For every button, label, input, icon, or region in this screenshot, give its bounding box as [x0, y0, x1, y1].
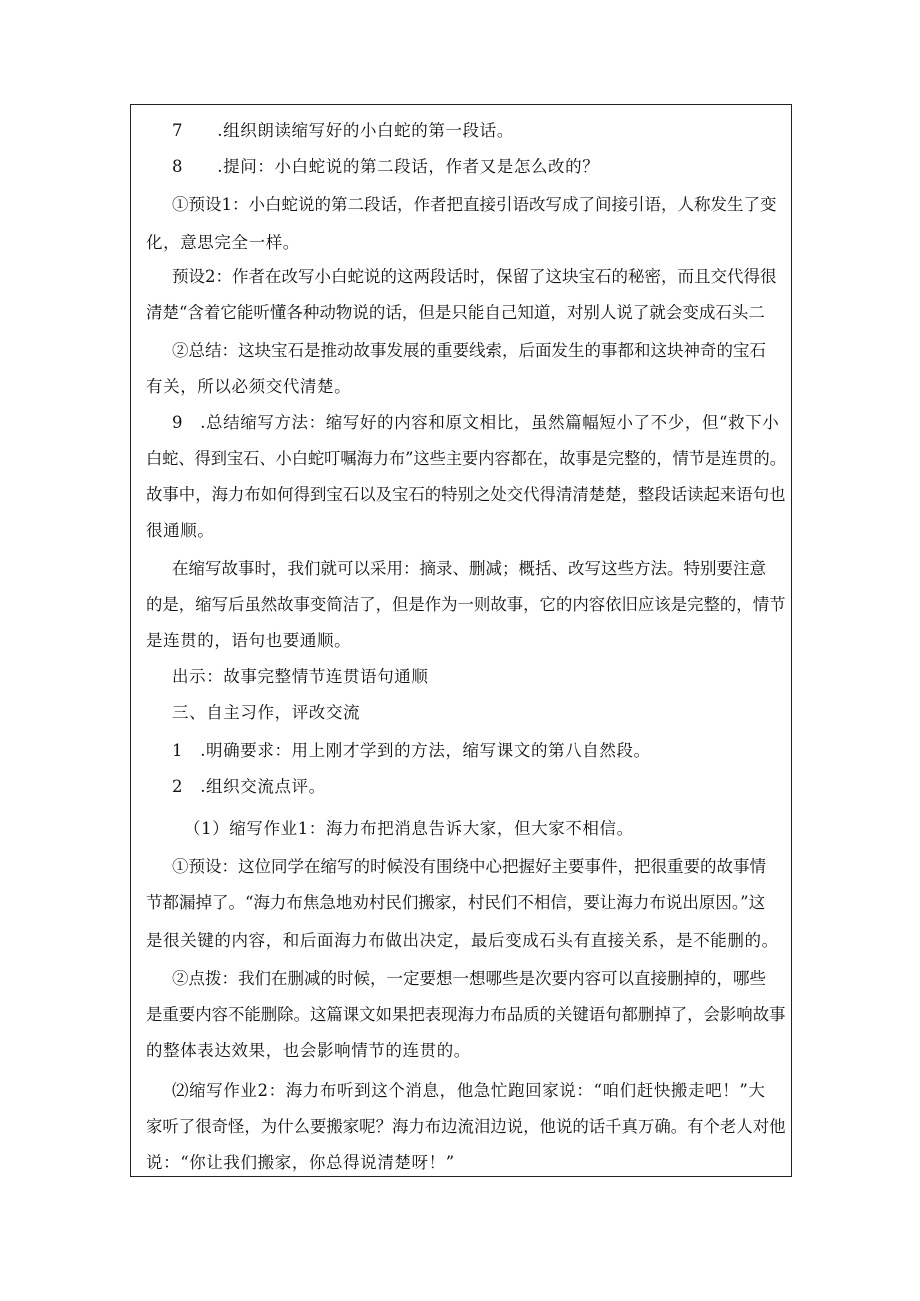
text-line: 故事中，海力布如何得到宝石以及宝石的特别之处交代得清清楚楚，整段话读起来语句也	[146, 485, 786, 504]
text-line: 1 .明确要求：用上刚才学到的方法，缩写课文的第八自然段。	[172, 741, 651, 760]
text-line: 的整体表达效果，也会影响情节的连贯的。	[146, 1041, 471, 1060]
text-line: ①预设1：小白蛇说的第二段话，作者把直接引语改写成了间接引语，人称发生了变	[172, 195, 777, 214]
text-line: 很通顺。	[146, 521, 215, 540]
text-line: （1）缩写作业1：海力布把消息告诉大家，但大家不相信。	[184, 819, 634, 838]
text-line: 化，意思完全一样。	[146, 233, 300, 252]
text-line: 有关，所以必须交代清楚。	[146, 377, 352, 396]
text-line: 三、自主习作，评改交流	[172, 703, 361, 722]
text-line: 说：“你让我们搬家，你总得说清楚呀！”	[146, 1153, 455, 1172]
text-line: 白蛇、得到宝石、小白蛇叮嘱海力布”这些主要内容都在，故事是完整的，情节是连贯的。	[146, 449, 786, 468]
text-line: 7 .组织朗读缩写好的小白蛇的第一段话。	[172, 121, 514, 140]
text-line: 是重要内容不能删除。这篇课文如果把表现海力布品质的关键语句都删掉了，会影响故事	[146, 1005, 786, 1024]
text-line: ②总结：这块宝石是推动故事发展的重要线索，后面发生的事都和这块神奇的宝石	[172, 341, 766, 360]
text-line: 出示：故事完整情节连贯语句通顺	[172, 667, 429, 686]
text-line: ⑵缩写作业2：海力布听到这个消息，他急忙跑回家说：“咱们赶快搬走吧！”大	[172, 1081, 766, 1100]
text-line: 8 .提问：小白蛇说的第二段话，作者又是怎么改的？	[172, 157, 600, 176]
text-line: ①预设：这位同学在缩写的时候没有围绕中心把握好主要事件，把很重要的故事情	[172, 857, 766, 876]
text-line: 在缩写故事时，我们就可以采用：摘录、删减；概括、改写这些方法。特别要注意	[172, 559, 766, 578]
text-line: 清楚“含着它能听懂各种动物说的话，但是只能自己知道，对别人说了就会变成石头二	[146, 303, 765, 322]
text-line: 家听了很奇怪，为什么要搬家呢？海力布边流泪边说，他说的话千真万确。有个老人对他	[146, 1117, 786, 1136]
text-line: 预设2：作者在改写小白蛇说的这两段话时，保留了这块宝石的秘密，而且交代得很	[172, 267, 777, 286]
text-line: ②点拨：我们在删减的时候，一定要想一想哪些是次要内容可以直接删掉的，哪些	[172, 969, 766, 988]
text-line: 节都漏掉了。“海力布焦急地劝村民们搬家，村民们不相信，要让海力布说出原因。”这	[146, 893, 766, 912]
text-line: 2 .组织交流点评。	[172, 777, 326, 796]
text-line: 是很关键的内容，和后面海力布做出决定，最后变成石头有直接关系，是不能删的。	[146, 931, 779, 950]
text-line: 是连贯的，语句也要通顺。	[146, 631, 352, 650]
text-line: 9 .总结缩写方法：缩写好的内容和原文相比，虽然篇幅短小了不少，但“救下小	[172, 413, 780, 432]
text-line: 的是，缩写后虽然故事变简洁了，但是作为一则故事，它的内容依旧应该是完整的，情节	[146, 595, 786, 614]
